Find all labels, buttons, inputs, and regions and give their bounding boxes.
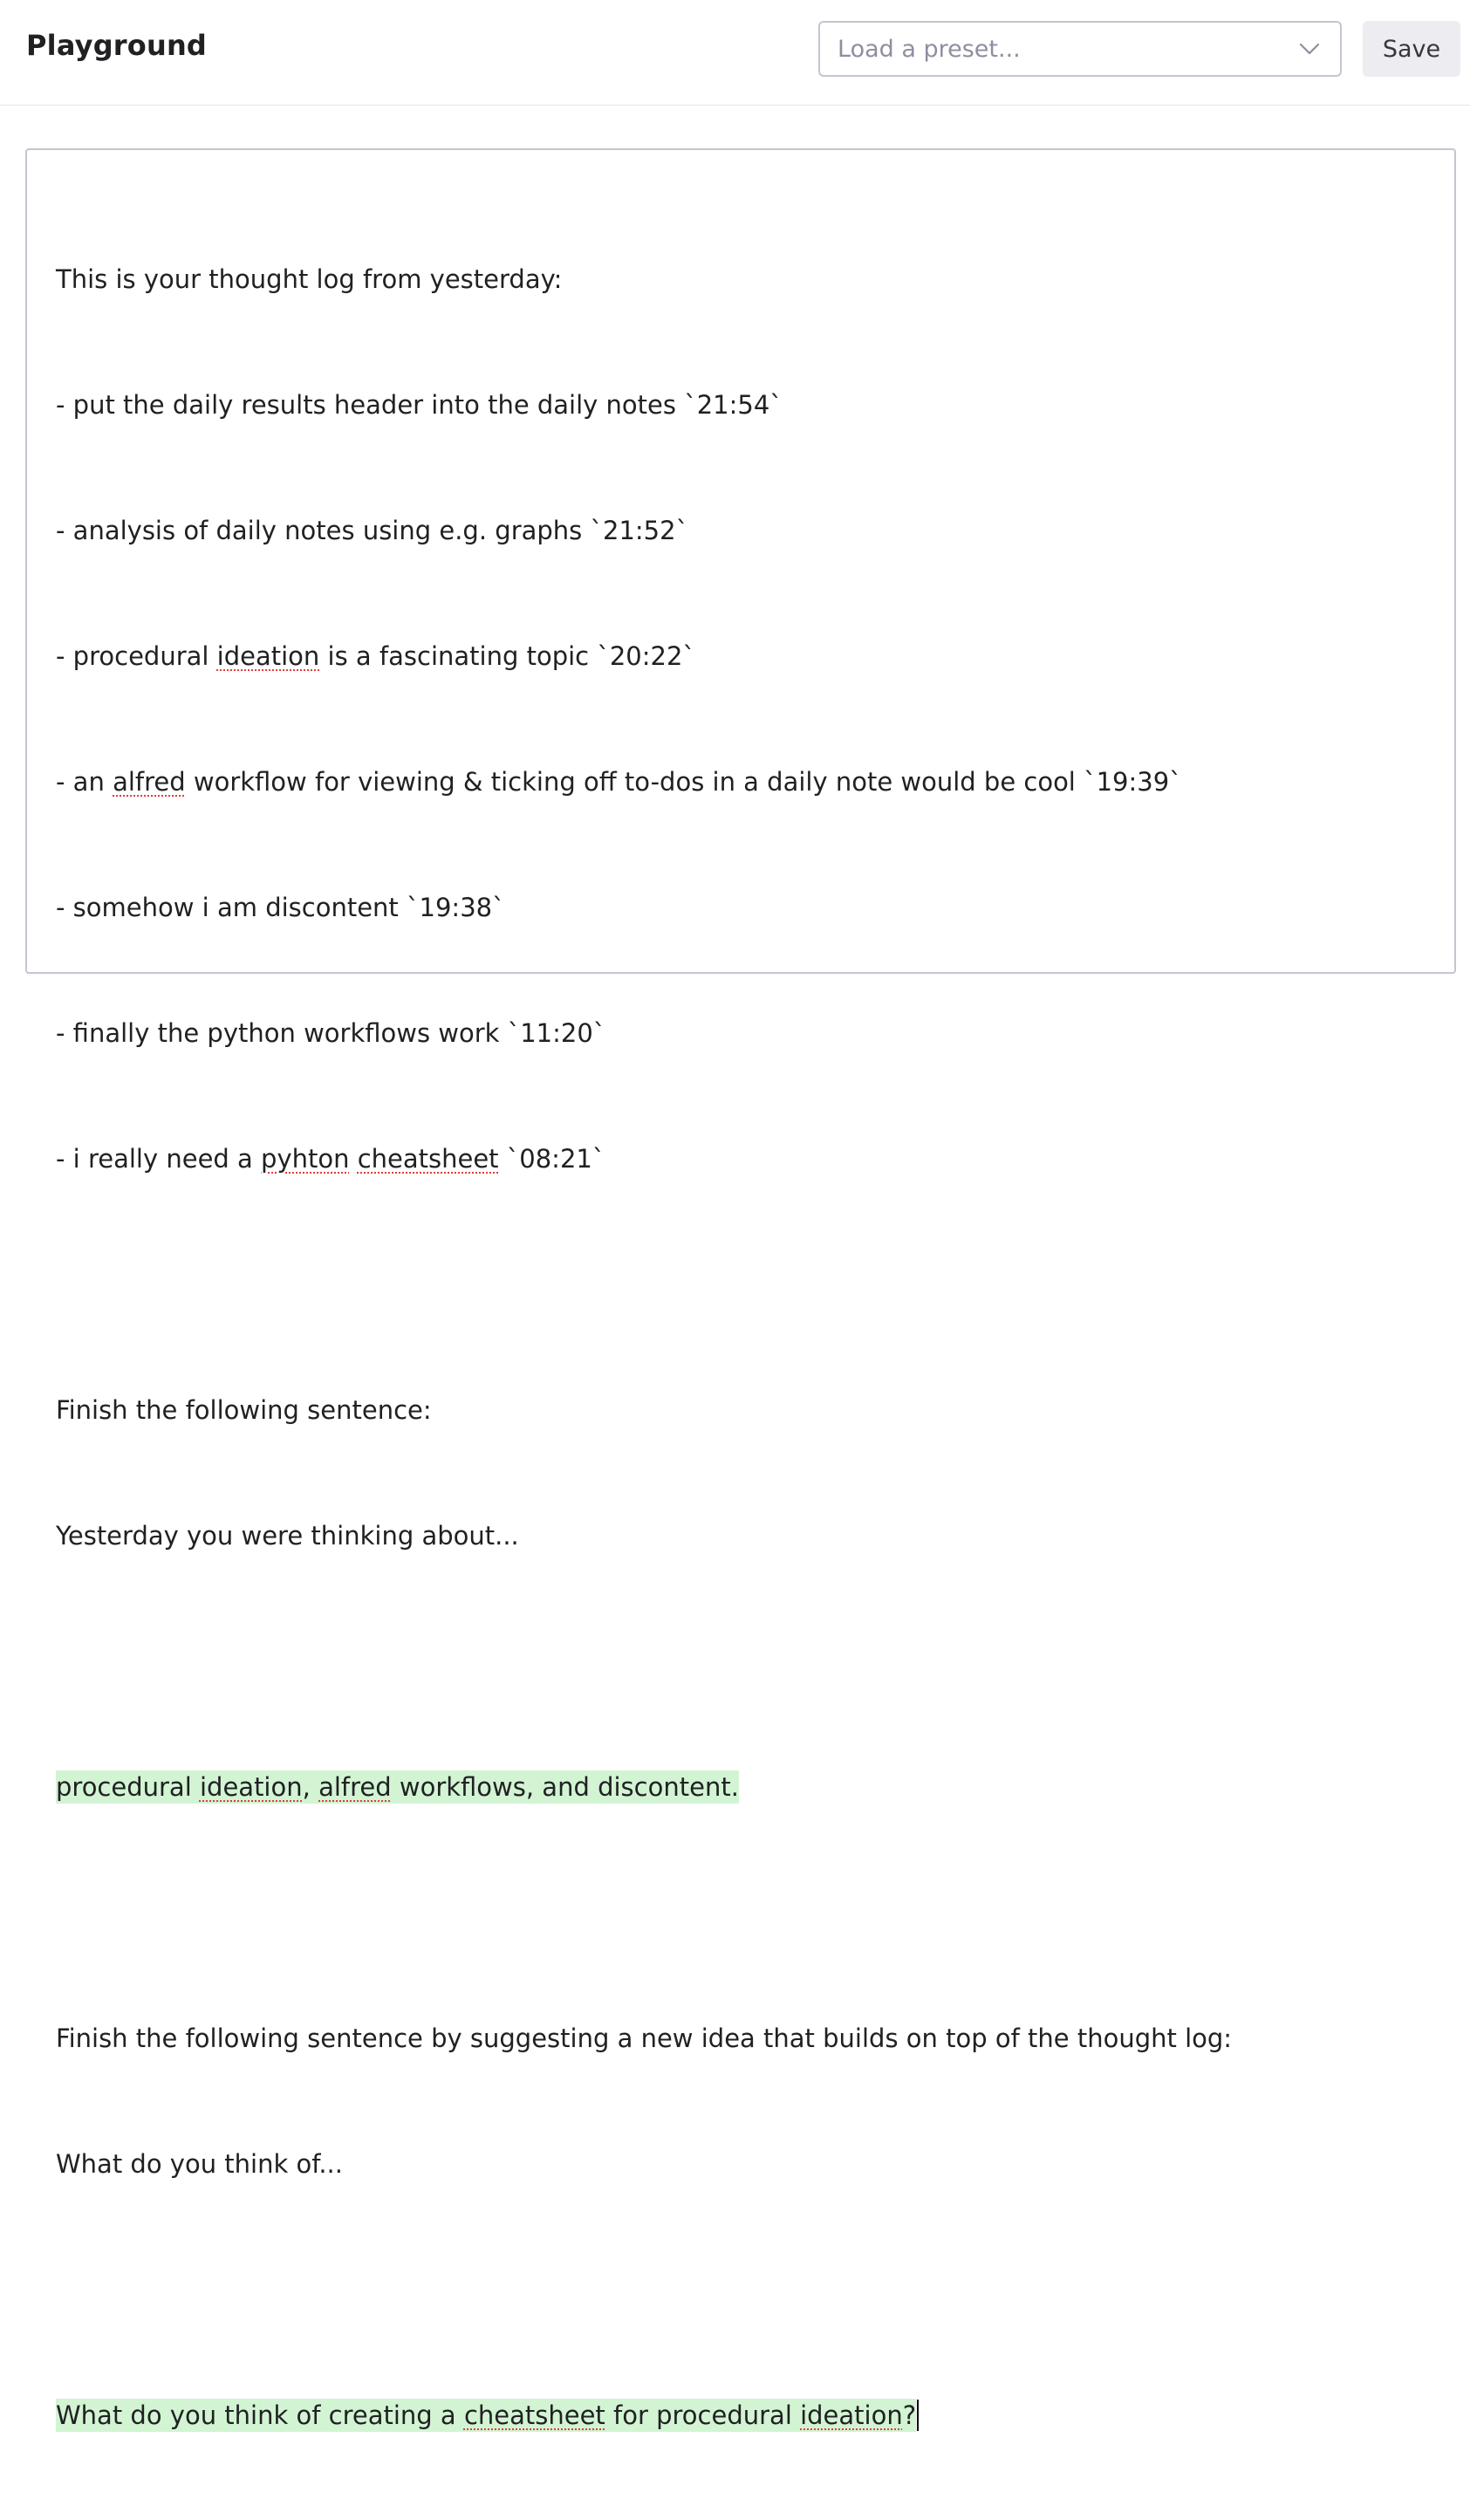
misspelled-word: ideation	[199, 1772, 303, 1802]
misspelled-word: cheatsheet	[463, 2400, 605, 2430]
log-line: - i really need a pyhton cheatsheet `08:21`	[56, 1144, 605, 1174]
preset-select[interactable]	[818, 21, 1342, 77]
misspelled-word: alfred	[113, 767, 186, 797]
log-line: - analysis of daily notes using e.g. graphs `21:52`	[56, 516, 689, 545]
log-line: - put the daily results header into the daily notes `21:54`	[56, 390, 783, 420]
text-caret	[917, 2400, 919, 2431]
chevron-down-icon	[1298, 38, 1321, 59]
misspelled-word: pyhton	[261, 1144, 350, 1174]
completion-highlight: What do you think of creating a cheatsheet for procedural ideation?	[56, 2400, 917, 2430]
preset-placeholder: Load a preset...	[838, 36, 1021, 63]
prompt-line: What do you think of...	[56, 2149, 343, 2179]
misspelled-word: alfred	[318, 1772, 392, 1802]
log-line: - procedural ideation is a fascinating topic `20:22`	[56, 641, 695, 671]
completion-line	[56, 2394, 1417, 2436]
log-line: - somehow i am discontent `19:38`	[56, 893, 505, 922]
blank-line	[56, 2269, 1417, 2311]
prompt-editor[interactable]	[25, 148, 1456, 2430]
blank-line	[56, 1892, 1417, 1934]
log-line: - finally the python workflows work `11:20`	[56, 1018, 606, 1048]
save-button[interactable]: Save	[1363, 21, 1460, 77]
misspelled-word: ideation	[800, 2400, 903, 2430]
editor-content	[56, 175, 1417, 2520]
page-title: Playground	[26, 29, 208, 62]
log-line: - an alfred workflow for viewing & ticking off to-dos in a daily note would be cool `19:39`	[56, 767, 1182, 797]
completion-highlight: procedural ideation, alfred workflows, and discontent.	[56, 1772, 739, 1802]
misspelled-word: ideation	[216, 641, 320, 671]
playground-header	[0, 0, 1470, 106]
completion-line	[56, 1766, 1417, 1808]
misspelled-word: cheatsheet	[357, 1144, 499, 1174]
intro-line: This is your thought log from yesterday:	[56, 264, 563, 294]
prompt-line: Finish the following sentence by suggesting a new idea that builds on top of the thought log:	[56, 2024, 1233, 2053]
blank-line	[56, 1263, 1417, 1305]
prompt-line: Yesterday you were thinking about...	[56, 1521, 519, 1551]
prompt-line: Finish the following sentence:	[56, 1395, 432, 1425]
blank-line	[56, 1640, 1417, 1682]
